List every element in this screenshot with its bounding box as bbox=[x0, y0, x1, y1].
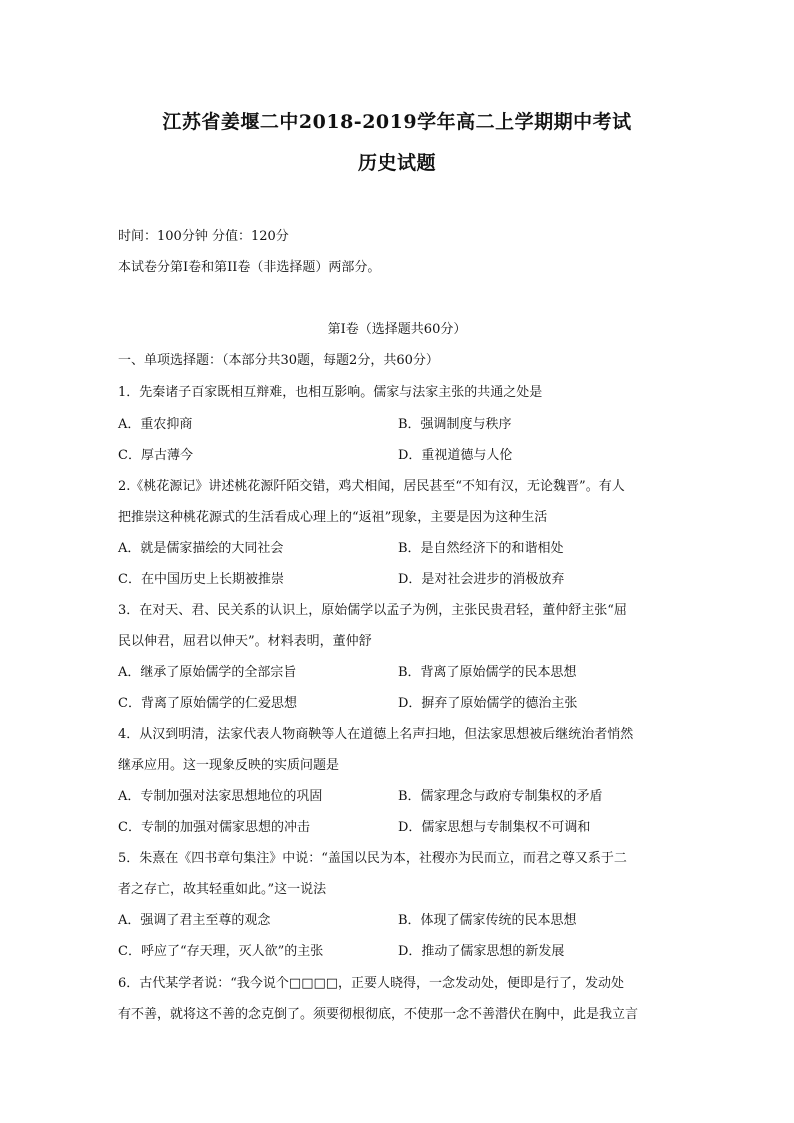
exam-title: 江苏省姜堰二中2018-2019学年高二上学期期中考试 bbox=[162, 111, 632, 133]
question-stem: 5．朱熹在《四书章句集注》中说：“盖国以民为本，社稷亦为民而立，而君之尊又系于二 bbox=[118, 851, 627, 866]
option-a: A．就是儒家描绘的大同社会 bbox=[118, 541, 284, 556]
option-b: B．儒家理念与政府专制集权的矛盾 bbox=[398, 789, 603, 804]
option-a: A．重农抑商 bbox=[118, 417, 193, 432]
question-stem: 2.《桃花源记》讲述桃花源阡陌交错，鸡犬相闻，居民甚至“不知有汉，无论魏晋”。有人 bbox=[118, 479, 625, 494]
question-stem: 1．先秦诸子百家既相互辩难，也相互影响。儒家与法家主张的共通之处是 bbox=[118, 385, 543, 400]
option-a: A．专制加强对法家思想地位的巩固 bbox=[118, 789, 323, 804]
question-stem-continued: 继承应用。这一现象反映的实质问题是 bbox=[118, 758, 340, 773]
exam-subtitle: 历史试题 bbox=[357, 152, 436, 174]
option-d: D．摒弃了原始儒学的德治主张 bbox=[398, 696, 578, 711]
option-c: C．背离了原始儒学的仁爱思想 bbox=[118, 696, 297, 711]
question-stem-continued: 者之存亡，故其轻重如此。”这一说法 bbox=[118, 882, 327, 897]
option-d: D．重视道德与人伦 bbox=[398, 448, 513, 463]
option-d: D．推动了儒家思想的新发展 bbox=[398, 944, 565, 959]
option-b: B．强调制度与秩序 bbox=[398, 417, 512, 432]
section-heading: 第I卷（选择题共60分） bbox=[327, 322, 467, 337]
option-d: D．儒家思想与专制集权不可调和 bbox=[398, 820, 591, 835]
option-b: B．是自然经济下的和谐相处 bbox=[398, 541, 564, 556]
question-stem-continued: 把推崇这种桃花源式的生活看成心理上的“返祖”现象，主要是因为这种生活 bbox=[118, 510, 548, 525]
paper-structure-line: 本试卷分第I卷和第II卷（非选择题）两部分。 bbox=[118, 260, 381, 275]
time-score-line: 时间：100分钟 分值：120分 bbox=[118, 229, 289, 244]
option-b: B．体现了儒家传统的民本思想 bbox=[398, 913, 577, 928]
option-c: C．厚古薄今 bbox=[118, 448, 193, 463]
question-stem: 6．古代某学者说：“我今说个□□□□，正要人晓得，一念发动处，便即是行了，发动处 bbox=[118, 976, 625, 991]
section-instructions: 一、单项选择题：（本部分共30题，每题2分，共60分） bbox=[118, 353, 439, 368]
option-a: A．强调了君主至尊的观念 bbox=[118, 913, 271, 928]
option-a: A．继承了原始儒学的全部宗旨 bbox=[118, 665, 297, 680]
question-stem: 4．从汉到明清，法家代表人物商鞅等人在道德上名声扫地，但法家思想被后继统治者悄然 bbox=[118, 727, 634, 742]
question-stem-continued: 有不善，就将这不善的念克倒了。须要彻根彻底，不使那一念不善潜伏在胸中，此是我立言 bbox=[118, 1007, 639, 1022]
question-stem-continued: 民以伸君，屈君以伸天”。材料表明，董仲舒 bbox=[118, 634, 372, 649]
option-c: C．专制的加强对儒家思想的冲击 bbox=[118, 820, 310, 835]
option-d: D．是对社会进步的消极放弃 bbox=[398, 572, 565, 587]
option-c: C．呼应了“存天理，灭人欲”的主张 bbox=[118, 944, 324, 959]
option-b: B．背离了原始儒学的民本思想 bbox=[398, 665, 577, 680]
option-c: C．在中国历史上长期被推崇 bbox=[118, 572, 284, 587]
question-stem: 3．在对天、君、民关系的认识上，原始儒学以孟子为例，主张民贵君轻，董仲舒主张“屈 bbox=[118, 603, 627, 618]
